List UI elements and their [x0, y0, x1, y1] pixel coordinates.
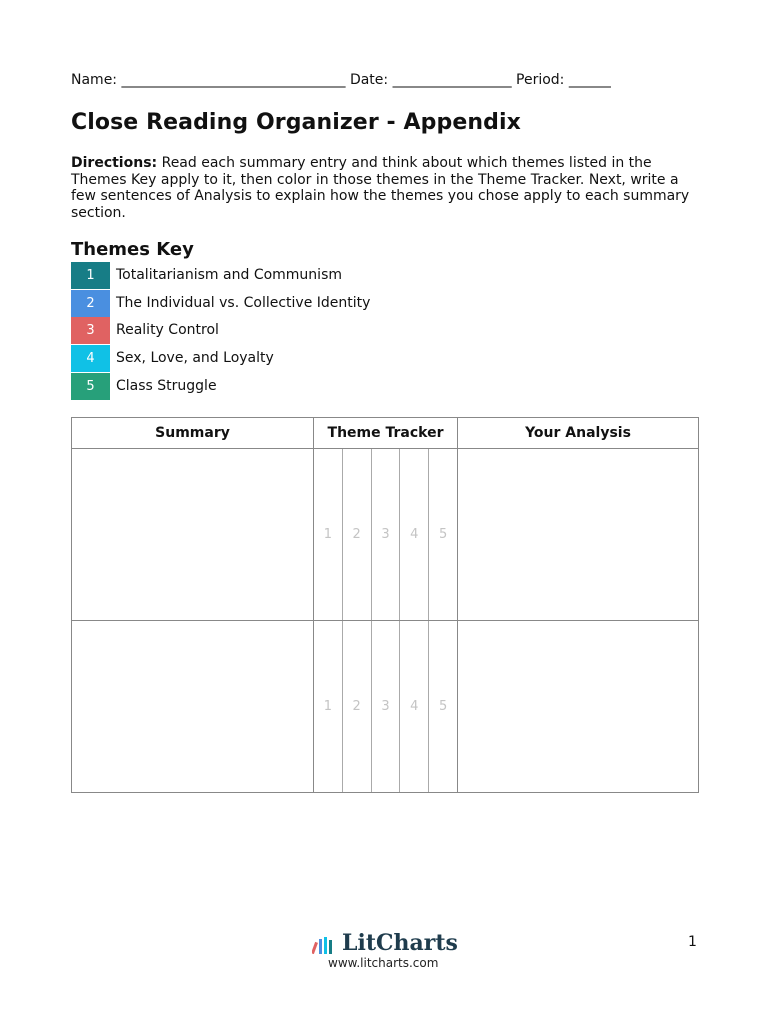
bookshelf-icon — [312, 936, 338, 954]
summary-cell[interactable] — [72, 449, 314, 621]
organizer-table — [71, 417, 699, 793]
theme-swatch-5: 5 — [71, 373, 110, 400]
theme-tracker-cell — [314, 621, 458, 793]
theme-label: Reality Control — [116, 322, 219, 339]
page-title: Close Reading Organizer - Appendix — [71, 110, 521, 135]
theme-tracker-cell — [314, 449, 458, 621]
theme-tracker-header: Theme Tracker — [314, 418, 458, 449]
table-row — [72, 621, 699, 793]
tracker-slot-2[interactable]: 2 — [342, 449, 371, 620]
tracker-slot-3[interactable]: 3 — [371, 621, 400, 792]
tracker-slot-4[interactable]: 4 — [399, 621, 428, 792]
period-label: Period: — [516, 72, 565, 88]
summary-cell[interactable] — [72, 621, 314, 793]
theme-label: The Individual vs. Collective Identity — [116, 294, 371, 311]
table-header-row — [72, 418, 699, 449]
date-label: Date: — [349, 72, 389, 88]
theme-tracker-grid — [314, 449, 457, 620]
analysis-cell[interactable] — [458, 621, 699, 793]
table-row — [72, 449, 699, 621]
date-blank[interactable]: _________________ — [392, 72, 512, 88]
tracker-slot-5[interactable]: 5 — [428, 621, 457, 792]
summary-header: Summary — [72, 418, 314, 449]
theme-tracker-grid — [314, 621, 457, 792]
tracker-slot-1[interactable]: 1 — [323, 527, 333, 542]
logo-text: LitCharts — [342, 930, 458, 956]
theme-swatch-1: 1 — [71, 262, 110, 289]
name-blank[interactable]: ________________________________ — [121, 72, 346, 88]
themes-key-title: Themes Key — [71, 239, 194, 260]
period-blank[interactable]: ______ — [568, 72, 611, 88]
theme-swatch-3: 3 — [71, 317, 110, 344]
name-label: Name: — [71, 72, 118, 88]
theme-swatch-2: 2 — [71, 290, 110, 317]
student-info-line — [71, 72, 611, 88]
directions-text: Read each summary entry and think about which themes listed in the Themes Key apply to it, then color in those themes in the Theme Tracker. Next, write a few sentences of Analysis to explain how the themes you chose apply to each summary section. — [71, 155, 690, 222]
theme-label: Class Struggle — [116, 377, 217, 394]
tracker-slot-4[interactable]: 4 — [399, 449, 428, 620]
analysis-cell[interactable] — [458, 449, 699, 621]
directions-lead: Directions: — [71, 155, 158, 171]
theme-label: Sex, Love, and Loyalty — [116, 350, 274, 367]
theme-swatch-4: 4 — [71, 345, 110, 372]
litcharts-logo[interactable] — [312, 930, 462, 972]
tracker-slot-5[interactable]: 5 — [428, 449, 457, 620]
page-number: 1 — [688, 934, 697, 950]
tracker-slot-3[interactable]: 3 — [371, 449, 400, 620]
tracker-slot-2[interactable]: 2 — [342, 621, 371, 792]
theme-label: Totalitarianism and Communism — [116, 267, 342, 283]
your-analysis-header: Your Analysis — [458, 418, 699, 449]
logo-url[interactable]: www.litcharts.com — [328, 956, 439, 970]
directions — [71, 155, 701, 222]
tracker-slot-1[interactable]: 1 — [323, 699, 333, 714]
